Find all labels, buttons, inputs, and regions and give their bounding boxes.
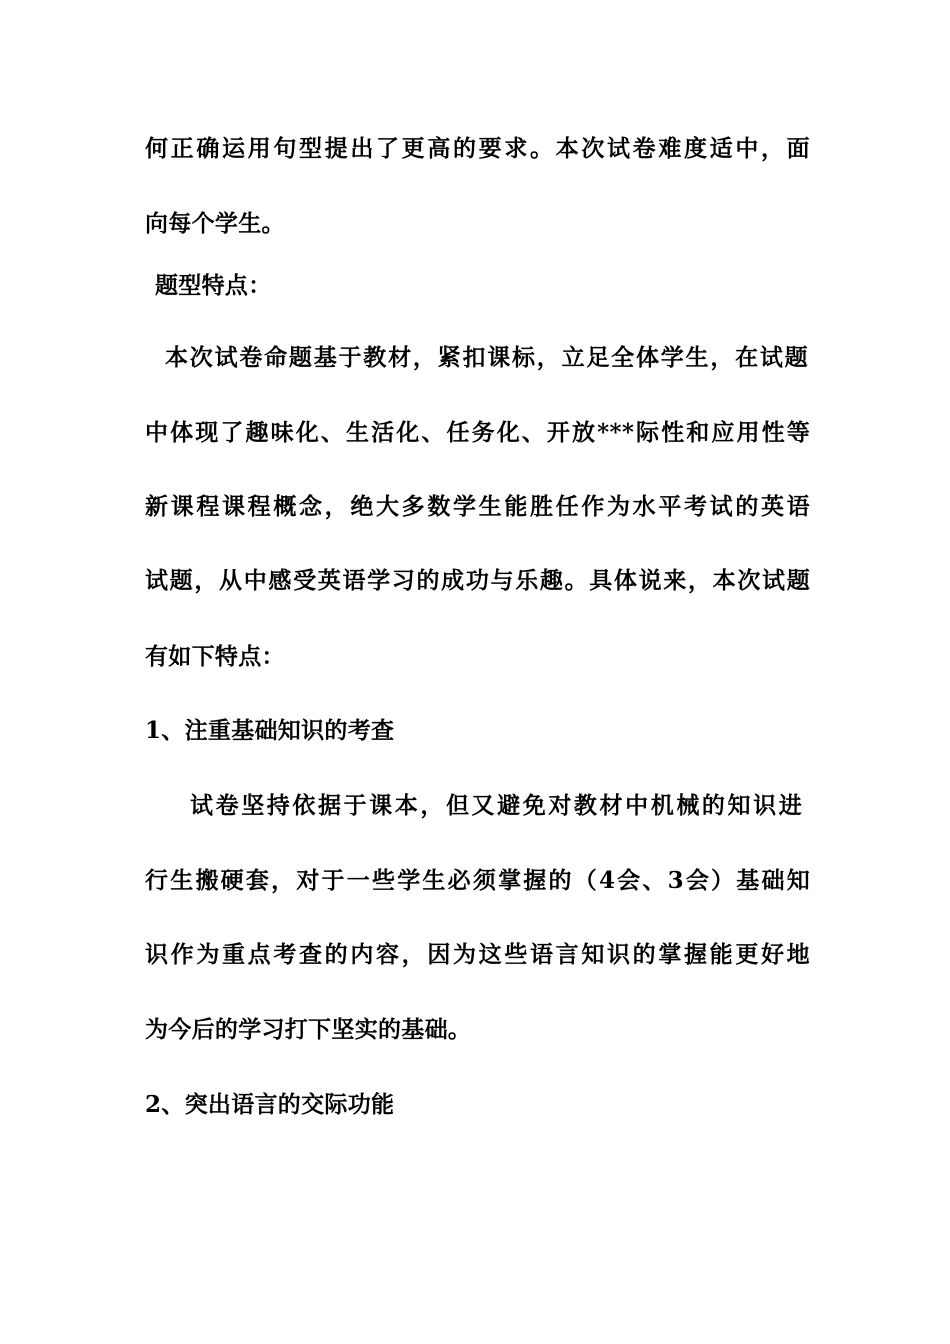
paragraph-line: 试题，从中感受英语学习的成功与乐趣。具体说来，本次试题 [145,567,810,594]
section-heading: 2、突出语言的交际功能 [145,1091,395,1118]
section-label: 题型特点： [155,272,272,299]
paragraph-line: 试卷坚持依据于课本，但又避免对教材中机械的知识进 [190,792,802,819]
paragraph-line: 为今后的学习打下坚实的基础。 [145,1016,472,1043]
section-heading: 1、注重基础知识的考查 [145,717,395,744]
paragraph-line: 向每个学生。 [145,210,285,237]
paragraph-line: 新课程课程概念，绝大多数学生能胜任作为水平考试的英语 [145,493,810,520]
paragraph-line: 中体现了趣味化、生活化、任务化、开放***际性和应用性等 [145,419,810,446]
paragraph-line: 有如下特点： [145,643,285,670]
paragraph-line: 何正确运用句型提出了更高的要求。本次试卷难度适中，面 [145,135,810,162]
paragraph-line: 识作为重点考查的内容，因为这些语言知识的掌握能更好地 [145,941,810,968]
paragraph-line: 行生搬硬套，对于一些学生必须掌握的（4会、3会）基础知 [145,867,810,894]
paragraph-line: 本次试卷命题基于教材，紧扣课标，立足全体学生，在试题 [165,344,808,371]
